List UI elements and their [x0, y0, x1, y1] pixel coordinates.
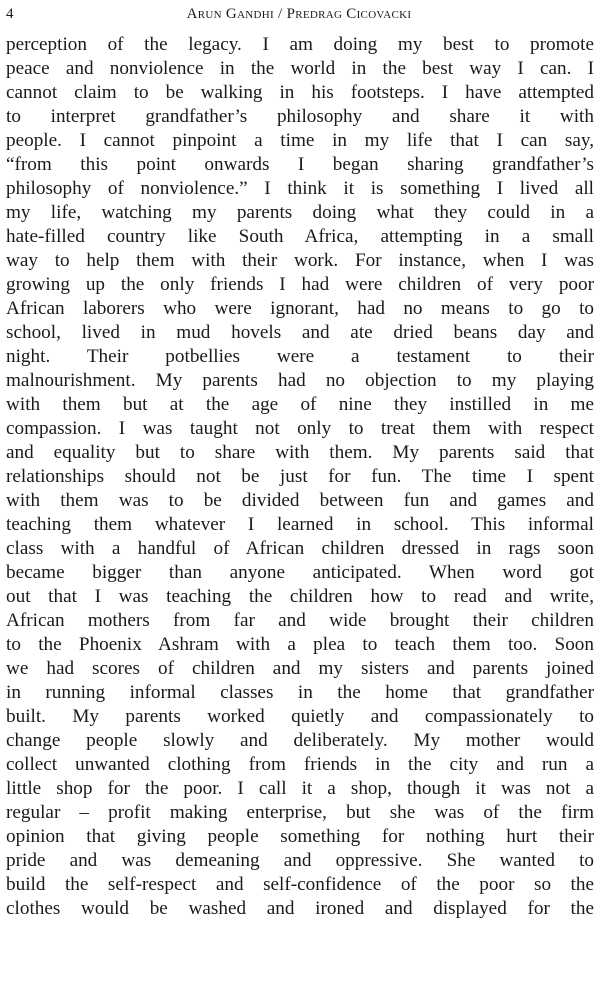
text-line: change people slowly and deliberately. My mother would: [6, 730, 594, 751]
text-line: and equality but to share with them. My parents said that: [6, 442, 594, 463]
text-line: build the self-respect and self-confidence of the poor so the: [6, 874, 594, 895]
text-line: regular – profit making enterprise, but she was of the firm: [6, 802, 594, 823]
body-text: [6, 33, 594, 921]
text-line: in running informal classes in the home that grandfather: [6, 682, 594, 703]
text-line: way to help them with their work. For instance, when I was: [6, 250, 594, 271]
text-line: my life, watching my parents doing what they could in a: [6, 202, 594, 223]
text-line: out that I was teaching the children how to read and write,: [6, 586, 594, 607]
text-line: “from this point onwards I began sharing grandfather’s: [6, 154, 594, 175]
text-line: we had scores of children and my sisters and parents joined: [6, 658, 594, 679]
text-line: hate-filled country like South Africa, attempting in a small: [6, 226, 594, 247]
text-line: malnourishment. My parents had no objection to my playing: [6, 370, 594, 391]
text-line: people. I cannot pinpoint a time in my life that I can say,: [6, 130, 594, 151]
text-line: perception of the legacy. I am doing my best to promote: [6, 34, 594, 55]
text-line: with them was to be divided between fun and games and: [6, 490, 594, 511]
text-line: peace and nonviolence in the world in the best way I can. I: [6, 58, 594, 79]
text-line: little shop for the poor. I call it a shop, though it was not a: [6, 778, 594, 799]
text-line: school, lived in mud hovels and ate dried beans day and: [6, 322, 594, 343]
text-line: African laborers who were ignorant, had no means to go to: [6, 298, 594, 319]
text-line: to interpret grandfather’s philosophy and share it with: [6, 106, 594, 127]
text-line: night. Their potbellies were a testament to their: [6, 346, 594, 367]
text-line: philosophy of nonviolence.” I think it is something I lived all: [6, 178, 594, 199]
running-header: [6, 2, 592, 26]
text-line: relationships should not be just for fun. The time I spent: [6, 466, 594, 487]
text-line: pride and was demeaning and oppressive. She wanted to: [6, 850, 594, 871]
text-line: African mothers from far and wide brought their children: [6, 610, 594, 631]
running-header-title: Arun Gandhi / Predrag Cicovacki: [186, 6, 412, 22]
text-line: with them but at the age of nine they instilled in me: [6, 394, 594, 415]
text-line: built. My parents worked quietly and compassionately to: [6, 706, 594, 727]
text-line: to the Phoenix Ashram with a plea to teach them too. Soon: [6, 634, 594, 655]
text-line: collect unwanted clothing from friends in the city and run a: [6, 754, 594, 775]
text-line: became bigger than anyone anticipated. When word got: [6, 562, 594, 583]
page-number: 4: [6, 6, 14, 22]
text-line: teaching them whatever I learned in school. This informal: [6, 514, 594, 535]
text-line: class with a handful of African children dressed in rags soon: [6, 538, 594, 559]
text-line: opinion that giving people something for nothing hurt their: [6, 826, 594, 847]
text-line: growing up the only friends I had were children of very poor: [6, 274, 594, 295]
text-line: compassion. I was taught not only to treat them with respect: [6, 418, 594, 439]
text-line: clothes would be washed and ironed and displayed for the: [6, 898, 594, 919]
text-line: cannot claim to be walking in his footsteps. I have attempted: [6, 82, 594, 103]
